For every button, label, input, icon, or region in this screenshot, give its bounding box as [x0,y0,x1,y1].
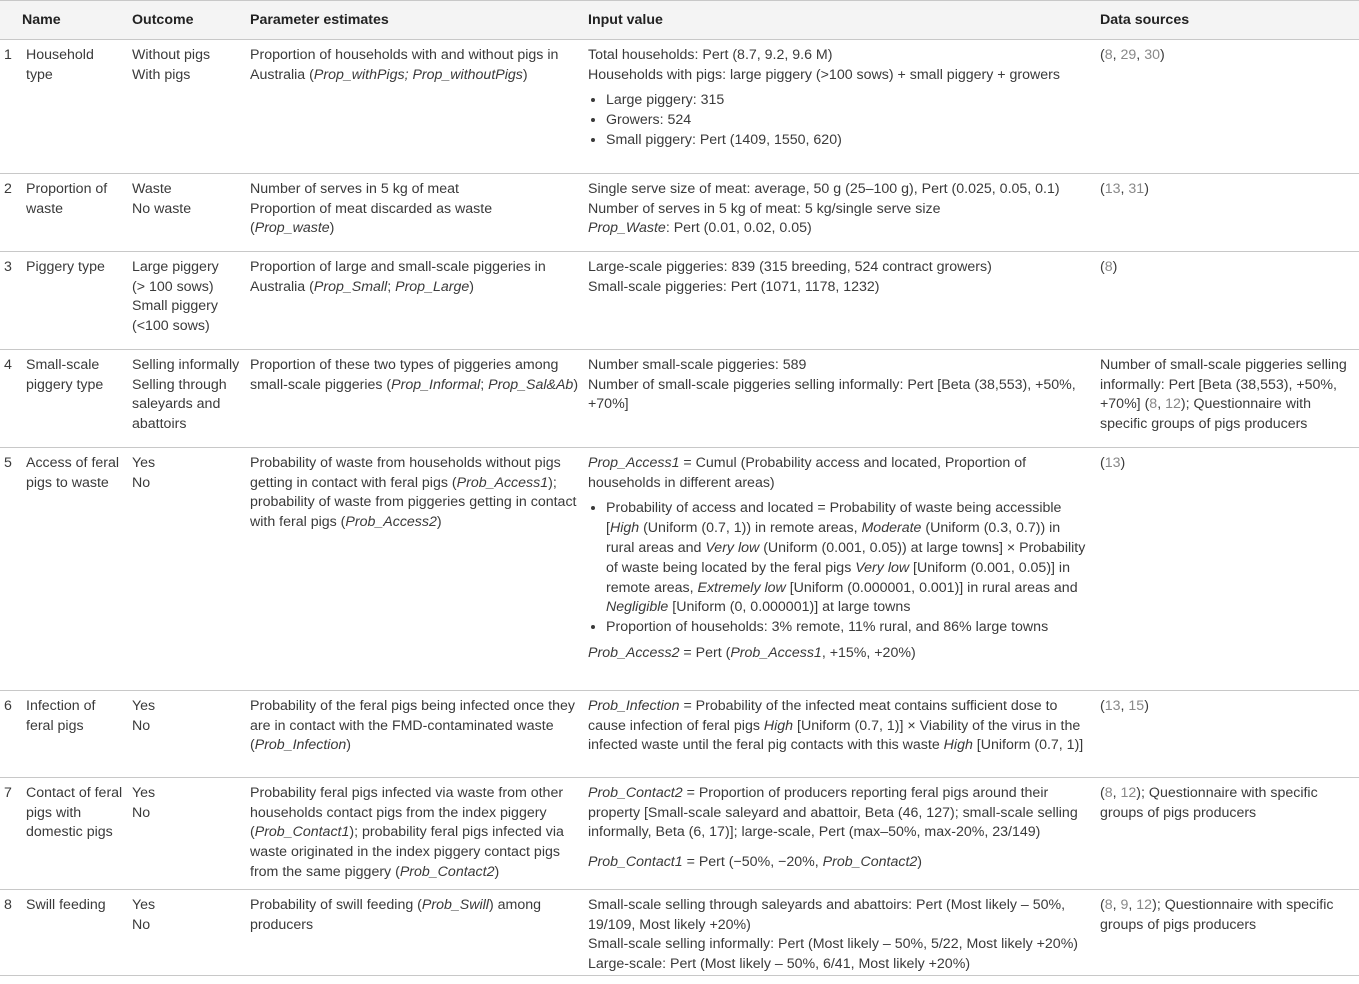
row-parameter: Number of serves in 5 kg of meat Proportion of meat discarded as waste (Prop_waste) [246,173,584,251]
header-parameter: Parameter estimates [246,1,584,40]
ref-link[interactable]: 8 [1149,396,1158,413]
row-sources: (13) [1096,447,1359,690]
row-outcome: Without pigs With pigs [128,39,246,173]
ref-link[interactable]: 8 [1104,258,1113,275]
row-name: Infection of feral pigs [22,690,128,777]
ref-link[interactable]: 13 [1104,180,1121,197]
row-number: 8 [0,889,22,975]
list-item: • Probability of access and located = Probability of waste being accessible [High (Uniform (0.7, 1)) in remote areas, Moderate (Uniform (0.3, 0.7)) in rural areas and Very low (Uniform (0.001, 0.05)) at large towns] × Probability of waste being located by the feral pigs Very low [Uniform (0.001, 0.05)] in remote areas, Extremely low [Uniform (0.000001, 0.001)] in rural areas and Negligible [Uniform (0, 0.000001)] at large towns [606,499,1092,618]
header-sources: Data sources [1096,1,1359,40]
table-row [0,690,1359,777]
row-outcome: Waste No waste [128,173,246,251]
row-parameter: Proportion of these two types of piggeries among small-scale piggeries (Prop_Informal; Prop_Sal&Ab) [246,349,584,447]
list-item: • Large piggery: 315 [606,91,1092,111]
row-sources: (8, 9, 12); Questionnaire with specific groups of pigs producers [1096,889,1359,975]
ref-link[interactable]: 13 [1104,697,1121,714]
row-number: 3 [0,251,22,349]
row-outcome: Yes No [128,447,246,690]
ref-link[interactable]: 30 [1144,46,1160,63]
row-input: Single serve size of meat: average, 50 g (25–100 g), Pert (0.025, 0.05, 0.1) Number of serves in 5 kg of meat: 5 kg/single serve size Prop_Waste: Pert (0.01, 0.02, 0.05) [584,173,1096,251]
ref-link[interactable]: 29 [1120,46,1137,63]
row-number: 6 [0,690,22,777]
table-row [0,777,1359,889]
row-sources: (8, 29, 30) [1096,39,1359,173]
row-parameter: Proportion of households with and without pigs in Australia (Prop_withPigs; Prop_withoutPigs) [246,39,584,173]
ref-link[interactable]: 12 [1165,396,1181,413]
row-input: Small-scale selling through saleyards and abattoirs: Pert (Most likely – 50%, 19/109, Most likely +20%) Small-scale selling informally: Pert (Most likely – 50%, 5/22, Most likely +20%) Large-scale: Pert (Most likely – 50%, 6/41, Most likely +20%) [584,889,1096,975]
header-input: Input value [584,1,1096,40]
ref-link[interactable]: 12 [1136,896,1153,913]
row-parameter: Probability feral pigs infected via waste from other households contact pigs from the index piggery (Prob_Contact1); probability feral pigs infected via waste originated in the index piggery contact pigs from the same piggery (Prob_Contact2) [246,777,584,889]
row-parameter: Probability of the feral pigs being infected once they are in contact with the FMD-contaminated waste (Prob_Infection) [246,690,584,777]
input-list [588,499,1092,638]
row-input: Total households: Pert (8.7, 9.2, 9.6 M) Households with pigs: large piggery (>100 sows) + small piggery + growers • Large piggery: 315 • Growers: 524 • Small piggery: Pert (1409, 1550, 620) [584,39,1096,173]
row-number: 1 [0,39,22,173]
row-number: 2 [0,173,22,251]
row-name: Piggery type [22,251,128,349]
row-outcome: Selling informally Selling through saleyards and abattoirs [128,349,246,447]
table-row [0,173,1359,251]
row-sources: (8) [1096,251,1359,349]
row-number: 4 [0,349,22,447]
row-parameter: Probability of swill feeding (Prob_Swill) among producers [246,889,584,975]
row-name: Household type [22,39,128,173]
row-input: Prop_Access1 = Cumul (Probability access and located, Proportion of households in different areas) • Probability of access and located = Probability of waste being accessible [High (Uniform (0.7, 1)) in remote areas, Moderate (Uniform (0.3, 0.7)) in rural areas and Very low (Uniform (0.001, 0.05)) at large towns] × Probability of waste being located by the feral pigs Very low [Uniform (0.001, 0.05)] in remote areas, Extremely low [Uniform (0.000001, 0.001)] in rural areas and Negligible [Uniform (0, 0.000001)] at large towns • Proportion of households: 3% remote, 11% rural, and 86% large towns Prob_Access2 = Pert (Prob_Access1, +15%, +20%) [584,447,1096,690]
list-item: • Proportion of households: 3% remote, 11% rural, and 86% large towns [606,618,1092,638]
table-row [0,251,1359,349]
row-input: Prob_Contact2 = Proportion of producers reporting feral pigs around their property [Small-scale saleyard and abattoir, Beta (46, 127); small-scale selling informally, Beta (6, 17)]; large-scale, Pert (max–50%, max-20%, 23/149) Prob_Contact1 = Pert (−50%, −20%, Prob_Contact2) [584,777,1096,889]
ref-link[interactable]: 13 [1104,454,1121,471]
row-number: 5 [0,447,22,690]
ref-link[interactable]: 12 [1120,784,1137,801]
row-sources: Number of small-scale piggeries selling informally: Pert [Beta (38,553), +50%, +70%] (8, 12); Questionnaire with specific groups of pigs producers [1096,349,1359,447]
row-outcome: Yes No [128,889,246,975]
table-row [0,447,1359,690]
row-input: Prob_Infection = Probability of the infected meat contains sufficient dose to cause infection of feral pigs High [Uniform (0.7, 1)] × Viability of the virus in the infected waste until the feral pig contacts with this waste High [Uniform (0.7, 1)] [584,690,1096,777]
row-sources: (13, 31) [1096,173,1359,251]
table-row [0,349,1359,447]
ref-link[interactable]: 15 [1128,697,1145,714]
list-item: • Growers: 524 [606,111,1092,131]
ref-link[interactable]: 8 [1104,784,1113,801]
input-list [588,91,1092,150]
row-sources: (8, 12); Questionnaire with specific groups of pigs producers [1096,777,1359,889]
row-name: Access of feral pigs to waste [22,447,128,690]
table-row [0,39,1359,173]
list-item: • Small piggery: Pert (1409, 1550, 620) [606,131,1092,151]
row-name: Contact of feral pigs with domestic pigs [22,777,128,889]
row-name: Proportion of waste [22,173,128,251]
row-number: 7 [0,777,22,889]
ref-link[interactable]: 8 [1104,46,1113,63]
row-input: Number small-scale piggeries: 589 Number of small-scale piggeries selling informally: Pert [Beta (38,553), +50%, +70%] [584,349,1096,447]
row-outcome: Yes No [128,690,246,777]
row-outcome: Yes No [128,777,246,889]
ref-link[interactable]: 8 [1104,896,1113,913]
row-parameter: Probability of waste from households without pigs getting in contact with feral pigs (Prob_Access1); probability of waste from piggeries getting in contact with feral pigs (Prob_Access2) [246,447,584,690]
row-parameter: Proportion of large and small-scale piggeries in Australia (Prop_Small; Prop_Large) [246,251,584,349]
row-name: Small-scale piggery type [22,349,128,447]
header-outcome: Outcome [128,1,246,40]
table-row [0,889,1359,975]
ref-link[interactable]: 31 [1128,180,1145,197]
row-sources: (13, 15) [1096,690,1359,777]
row-name: Swill feeding [22,889,128,975]
row-input: Large-scale piggeries: 839 (315 breeding, 524 contract growers) Small-scale piggeries: Pert (1071, 1178, 1232) [584,251,1096,349]
header-name: Name [0,1,128,40]
header-row [0,1,1359,40]
row-outcome: Large piggery (> 100 sows) Small piggery (<100 sows) [128,251,246,349]
ref-link[interactable]: 9 [1120,896,1129,913]
